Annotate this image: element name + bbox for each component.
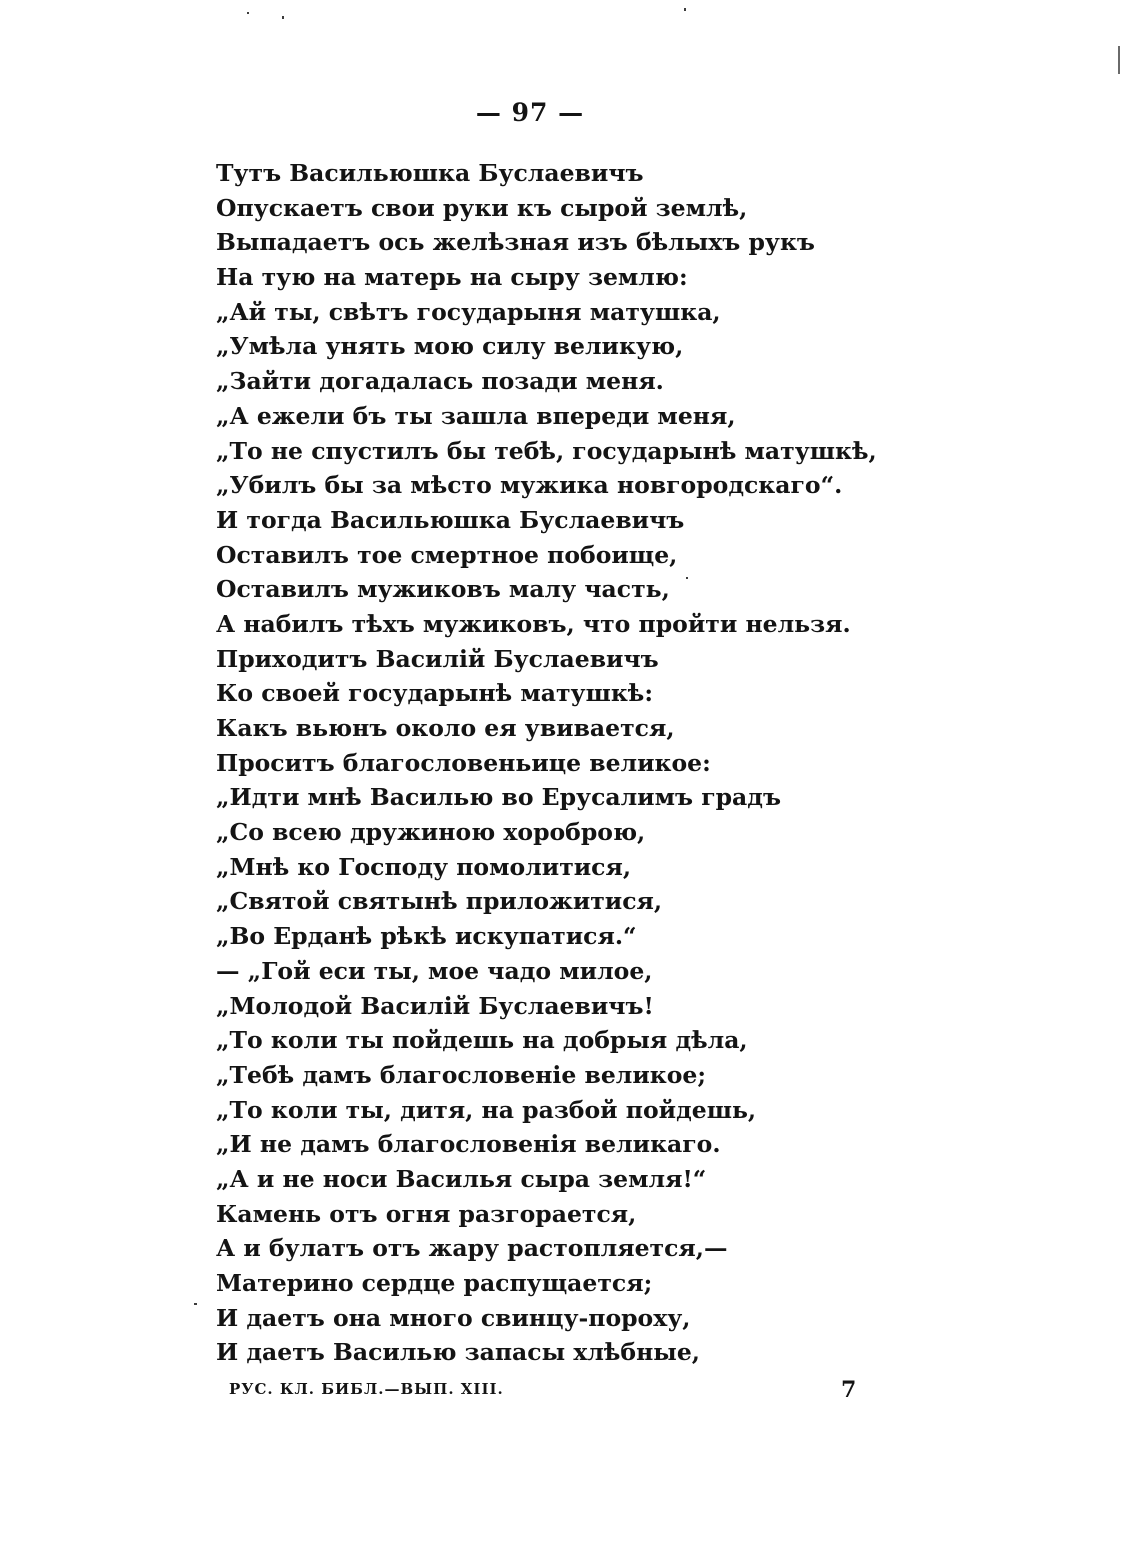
verse-line: Камень отъ огня разгорается, (216, 1199, 637, 1228)
verse-line: Выпадаетъ ось желѣзная изъ бѣлыхъ рукъ (216, 228, 815, 257)
verse-line: „А ежели бъ ты зашла впереди меня, (216, 401, 736, 430)
verse-line: И тогда Васильюшка Буслаевичъ (216, 505, 685, 534)
verse-line: „А и не носи Василья сыра земля!“ (216, 1164, 707, 1193)
verse-line: Какъ вьюнъ около ея увивается, (216, 714, 675, 742)
verse-line: „Умѣла унять мою силу великую, (216, 332, 684, 361)
verse-line: „Со всею дружиною хороброю, (216, 818, 646, 847)
verse-line: Приходитъ Василій Буслаевичъ (216, 644, 659, 673)
verse-line: „Идти мнѣ Василью во Ерусалимъ градъ (216, 783, 781, 812)
verse-line: И даетъ она много свинцу-пороху, (216, 1303, 691, 1332)
verse-line: А набилъ тѣхъ мужиковъ, что пройти нельзя. (216, 609, 851, 638)
verse-line: Оставилъ тое смертное побоище, (216, 540, 678, 569)
verse-line: „То коли ты, дитя, на разбой пойдешь, (216, 1095, 757, 1124)
scan-speck (282, 16, 284, 19)
verse-text (216, 156, 877, 1370)
verse-line: Ко своей государынѣ матушкѣ: (216, 679, 653, 708)
verse-line: „Убилъ бы за мѣсто мужика новгородскаго“. (216, 471, 843, 500)
verse-line: „Святой святынѣ приложитися, (216, 887, 663, 916)
verse-line: Проситъ благословеньице великое: (216, 748, 711, 777)
verse-line: „И не дамъ благословенія великаго. (216, 1130, 721, 1159)
verse-line: „То коли ты пойдешь на добрыя дѣла, (216, 1026, 748, 1055)
verse-line: „Тебѣ дамъ благословеніе великое; (216, 1060, 707, 1089)
verse-line: „Молодой Василій Буслаевичъ! (216, 991, 654, 1020)
verse-line: „То не спустилъ бы тебѣ, государынѣ матушкѣ, (216, 436, 877, 465)
scan-edge-mark (1118, 46, 1120, 74)
verse-line: Опускаетъ свои руки къ сырой землѣ, (216, 193, 748, 222)
verse-line: И даетъ Василью запасы хлѣбные, (216, 1338, 700, 1367)
scan-speck (684, 8, 686, 11)
verse-line: „Во Ерданѣ рѣкѣ искупатися.“ (216, 922, 637, 951)
verse-line: „Зайти догадалась позади меня. (216, 367, 664, 396)
page-number: — 97 — (475, 98, 585, 127)
verse-line: „Мнѣ ко Господу помолитися, (216, 852, 632, 881)
verse-line: Тутъ Васильюшка Буслаевичъ (216, 159, 644, 187)
verse-line: „Ай ты, свѣтъ государыня матушка, (216, 297, 721, 326)
printer-signature: РУС. КЛ. БИБЛ.—ВЫП. XIII. (229, 1380, 504, 1398)
verse-line: А и булатъ отъ жару растопляется,— (216, 1234, 728, 1263)
verse-line: — „Гой еси ты, мое чадо милое, (216, 956, 653, 985)
verse-line: Материно сердце распущается; (216, 1269, 653, 1297)
verse-line: На тую на матерь на сыру землю: (216, 263, 688, 292)
sheet-number: 7 (841, 1377, 857, 1403)
scan-speck (247, 12, 249, 14)
verse-line: Оставилъ мужиковъ малу часть, (216, 575, 670, 604)
scan-speck (194, 1303, 197, 1305)
